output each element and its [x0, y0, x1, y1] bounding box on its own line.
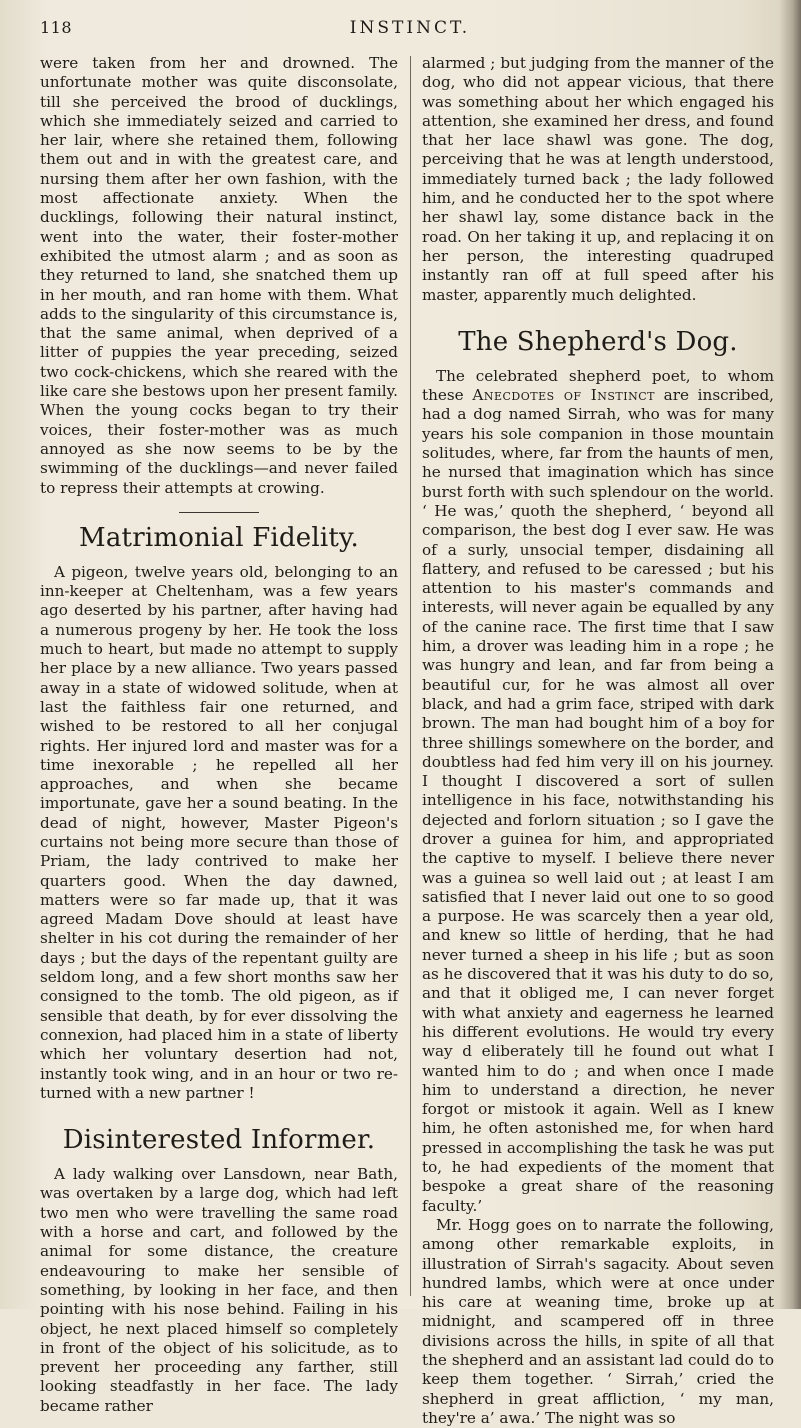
section-separator — [179, 512, 259, 513]
sirrah-text-start: The celebrated shepherd poet, to whom these — [422, 366, 774, 405]
paragraph-lady-dog-start: A lady walking over Lansdown, near Bath, was overtaken by a large dog, which had left two men who were travelling the same road with a horse and cart, and followed by the animal for some distance, the creature endeavouring to make her sensible of something, by looking in her face, and then pointing with his nose behind. Failing in his object, he next placed himself so completely in front of the object of his solicitude, as to prevent her proceeding any farther, still looking steadfastly in her face. The lady became rather — [40, 1165, 398, 1415]
column-divider — [410, 56, 411, 1296]
heading-shepherds-dog: The Shepherd's Dog. — [458, 326, 738, 357]
heading-disinterested-informer: Disinterested Informer. — [62, 1125, 376, 1156]
page-binding-shadow — [779, 0, 801, 1309]
paragraph-ducklings-end: were taken from her and drowned. The unfortunate mother was quite disconsolate, till she perceived the brood of ducklings, which she immediately seized and carried to her lair, where she retained them, following them out and in with the greatest care, and nursing them after her own fashion, with the most affectionate anxiety. When the ducklings, following their natural instinct, went into the water, their foster-mother exhibited the utmost alarm ; and as soon as they returned to land, she snatched them up in her mouth, and ran home with them. What adds to the singularity of this circumstance is, that the same animal, when deprived of a litter of puppies the year preceding, seized two cock-chickens, which she reared with the like care she bestows upon her present family. When the young cocks began to try their voices, their foster-mother was as much annoyed as she now seems to be by the swimming of the ducklings—and never failed to repress their attempts at crowing. — [40, 54, 398, 497]
running-head: INSTINCT. — [349, 18, 471, 38]
heading-matrimonial-fidelity: Matrimonial Fidelity. — [79, 522, 359, 553]
right-column — [422, 54, 774, 1428]
paragraph-sirrah — [422, 367, 774, 1216]
book-title-small-caps: Anecdotes of Instinct — [472, 386, 655, 405]
paragraph-pigeon: A pigeon, twelve years old, belonging to an inn-keeper at Cheltenham, was a few years ago deserted by his partner, after having had a numerous progeny by her. He took the loss much to heart, but made no attempt to supply her place by a new alliance. Two years passed away in a state of widowed solitude, when at last the faithless fair one returned, and wished to be restored to all her conjugal rights. Her injured lord and master was for a time inexorable ; he repelled all her approaches, and when she became importunate, gave her a sound beating. In the dead of night, however, Master Pigeon's curtains not being more secure than those of Priam, the lady contrived to make her quarters good. When the day dawned, matters were so far made up, that it was agreed Madam Dove should at least have shelter in his cot during the remainder of her days ; but the days of the repentant guilty are seldom long, and a few short months saw her consigned to the tomb. The old pigeon, as if sensible that death, by for ever dissolving the connexion, had placed him in a state of liberty which her voluntary desertion had not, instantly took wing, and in an hour or two re-turned with a new partner ! — [40, 562, 398, 1102]
page-number: 118 — [40, 18, 73, 37]
paragraph-lady-dog-end: alarmed ; but judging from the manner of the dog, who did not appear vicious, that there was something about her which engaged his attention, she examined her dress, and found that her lace shawl was gone. The dog, perceiving that he was at length understood, immediately turned back ; the lady followed him, and he conducted her to the spot where her shawl lay, some distance back in the road. On her taking it up, and replacing it on her person, the interesting quadruped instantly ran off at full speed after his master, apparently much delighted. — [422, 54, 774, 304]
left-column — [40, 54, 398, 1416]
sirrah-text-rest: are inscribed, had a dog named Sirrah, who was for many years his sole companion in those mountain solitudes, where, far from the haunts of men, he nursed that imagination which has since burst forth with such splendour on the world. ‘ He was,’ quoth the shepherd, ‘ beyond all comparison, the best dog I ever saw. He was of a surly, unsocial temper, disdaining all flattery, and refused to be caressed ; but his attention to his master's commands and interests, will never again be equalled by any of the canine race. The first time that I saw him, a drover was leading him in a rope ; he was hungry and lean, and far from being a beautiful cur, for he was almost all over black, and had a grim face, striped with dark brown. The man had bought him of a boy for three shillings somewhere on the border, and doubtless had fed him very ill on his journey. I thought I discovered a sort of sullen intelligence in his face, notwithstanding his dejected and forlorn situation ; so I gave the drover a guinea for him, and appropriated the captive to myself. I believe there never was a guinea so well laid out ; at least I am satisfied that I never laid out one to so good a purpose. He was scarcely then a year old, and knew so little of herding, that he had never turned a sheep in his life ; but as soon as he discovered that it was his duty to do so, and that it obliged me, I can never forget with what anxiety and eagerness he learned his different evolutions. He would try every way d eliberately till he found out what I wanted him to do ; and when once I made him to understand a direction, he never forgot or mistook it again. Well as I knew him, he often astonished me, for when hard pressed in accomplishing the task he was put to, he had expedients of the moment that bespoke a great share of the reasoning faculty.’ — [422, 386, 774, 1215]
paragraph-hogg-narration: Mr. Hogg goes on to narrate the following, among other remarkable exploits, in illustration of Sirrah's sagacity. About seven hundred lambs, which were at once under his care at weaning time, broke up at midnight, and scampered off in three divisions across the hills, in spite of all that the shepherd and an assistant lad could do to keep them together. ‘ Sirrah,’ cried the shepherd in great affliction, ‘ my man, they're a’ awa.’ The night was so — [422, 1215, 774, 1427]
page-header — [30, 18, 790, 42]
